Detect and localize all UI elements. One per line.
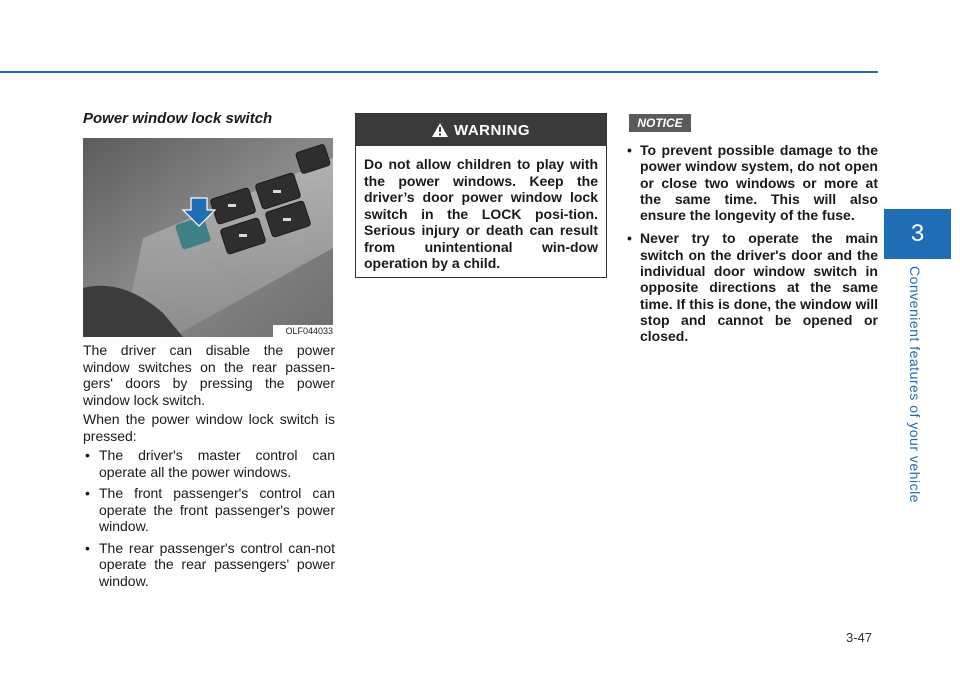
list-item: • Never try to operate the main switch on the driver's door and the individual door window switch in opposite directions at the same time. If this is done, the window will stop and cannot be opened or closed. [625, 230, 878, 344]
list-item: • The front passenger's control can operate the front passenger's power window. [83, 485, 335, 535]
warning-text: Do not allow children to play with the power windows. Keep the driver’s door power window lock switch in the LOCK posi-tion. Serious injury or death can result from unintentional win-dow operation by a child. [364, 156, 598, 271]
section-heading: Power window lock switch [83, 110, 273, 127]
paragraph: When the power window lock switch is pressed: [83, 411, 335, 444]
warning-title: WARNING [454, 121, 530, 139]
warning-header [356, 114, 606, 146]
page-number: 3-47 [845, 630, 872, 645]
list-item: • To prevent possible damage to the power window system, do not open or close two windows or more at the same time. This will also ensure the longevity of the fuse. [625, 142, 878, 223]
warning-box [355, 113, 607, 278]
notice-list [625, 142, 878, 352]
door-switch-photo [83, 138, 333, 337]
list-item: • The driver's master control can operate all the power windows. [83, 447, 335, 480]
warning-triangle-icon [432, 123, 448, 137]
list-item: • The rear passenger's control can-not operate the rear passengers' power window. [83, 540, 335, 590]
paragraph: The driver can disable the power window switches on the rear passen-gers' doors by pressing the power window lock switch. [83, 342, 335, 408]
header-rule [0, 71, 878, 73]
image-caption: OLF044033 [273, 325, 333, 337]
chapter-title: Convenient features of your vehicle [907, 266, 923, 503]
chapter-number: 3 [910, 220, 925, 247]
bullet-list [83, 447, 335, 594]
notice-badge: NOTICE [629, 114, 691, 132]
